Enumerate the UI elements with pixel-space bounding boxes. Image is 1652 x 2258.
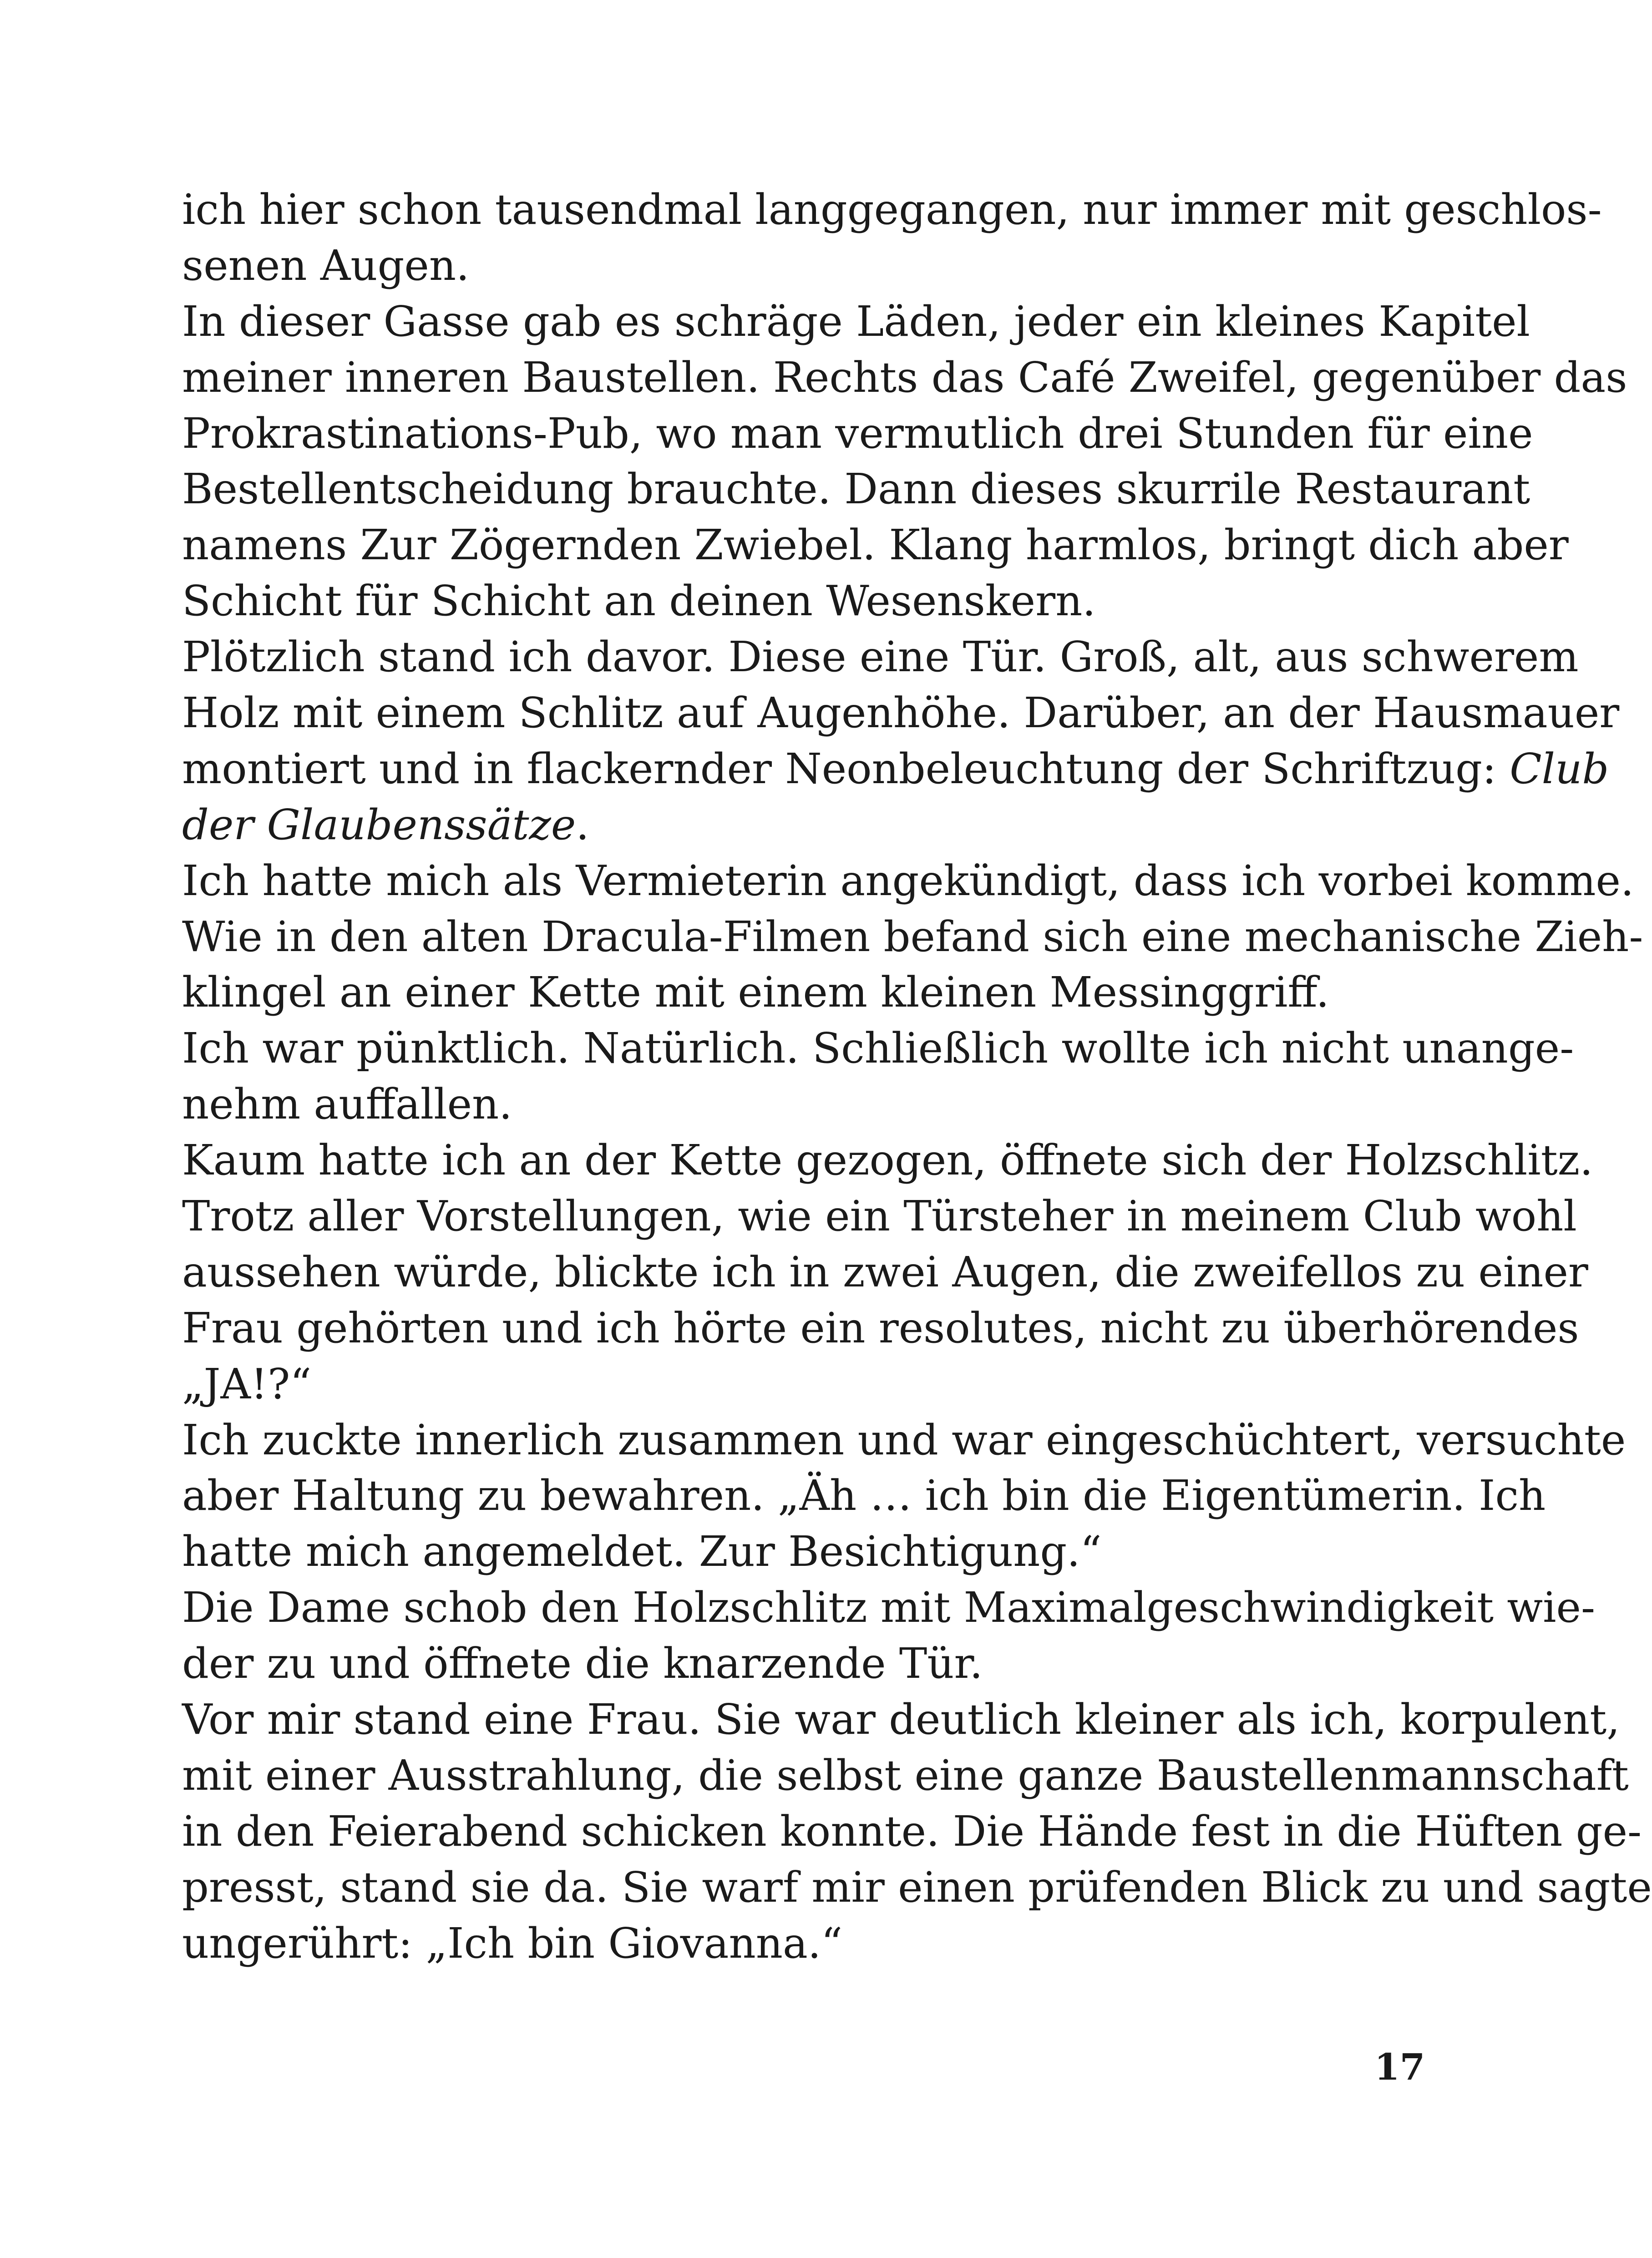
- paragraph: [182, 1580, 1596, 1692]
- text-line: hatte mich angemeldet. Zur Besichtigung.“: [182, 1527, 1102, 1576]
- text-line: in den Feierabend schicken konnte. Die Hände fest in die Hüften ge-: [182, 1807, 1642, 1856]
- text-line: Schicht für Schicht an deinen Wesenskern.: [182, 577, 1096, 626]
- text-line: presst, stand sie da. Sie warf mir einen prüfenden Blick zu und sagte: [182, 1863, 1652, 1912]
- paragraph: [182, 294, 1627, 629]
- paragraph: [182, 1133, 1593, 1412]
- text-line: Plötzlich stand ich davor. Diese eine Tür. Groß, alt, aus schwerem: [182, 633, 1579, 682]
- italic-club-name: Club: [1510, 744, 1609, 793]
- text-segment: montiert und in flackernder Neonbeleuchtung der Schriftzug:: [182, 744, 1510, 793]
- italic-club-name: der Glaubenssätze: [182, 800, 576, 849]
- paragraph: [182, 1692, 1652, 1971]
- paragraph: [182, 629, 1620, 853]
- paragraph: [182, 853, 1643, 1021]
- text-line: Ich war pünktlich. Natürlich. Schließlich wollte ich nicht unange-: [182, 1024, 1574, 1073]
- text-line: In dieser Gasse gab es schräge Läden, jeder ein kleines Kapitel: [182, 297, 1530, 346]
- paragraph: [182, 182, 1602, 294]
- paragraph: [182, 1021, 1574, 1133]
- text-line: Vor mir stand eine Frau. Sie war deutlich kleiner als ich, korpulent,: [182, 1695, 1620, 1744]
- text-line: [182, 741, 1609, 797]
- text-segment: .: [576, 800, 589, 849]
- text-line: Die Dame schob den Holzschlitz mit Maximalgeschwindigkeit wie-: [182, 1583, 1596, 1632]
- text-line: senen Augen.: [182, 241, 470, 290]
- text-line: Trotz aller Vorstellungen, wie ein Türsteher in meinem Club wohl: [182, 1192, 1577, 1241]
- body-text: [182, 182, 1652, 1972]
- text-line: der zu und öffnete die knarzende Tür.: [182, 1639, 983, 1688]
- text-line: meiner inneren Baustellen. Rechts das Café Zweifel, gegenüber das: [182, 353, 1627, 402]
- text-line: Frau gehörten und ich hörte ein resolutes, nicht zu überhörendes: [182, 1303, 1579, 1352]
- text-line: klingel an einer Kette mit einem kleinen Messinggriff.: [182, 968, 1329, 1017]
- text-line: „JA!?“: [182, 1359, 312, 1408]
- paragraph: [182, 1413, 1626, 1580]
- text-line: ungerührt: „Ich bin Giovanna.“: [182, 1919, 843, 1968]
- text-line: Ich hatte mich als Vermieterin angekündigt, dass ich vorbei komme.: [182, 856, 1634, 905]
- text-line: Holz mit einem Schlitz auf Augenhöhe. Darüber, an der Hausmauer: [182, 689, 1620, 738]
- text-line: aber Haltung zu bewahren. „Äh … ich bin die Eigentümerin. Ich: [182, 1471, 1546, 1520]
- text-line: aussehen würde, blickte ich in zwei Augen, die zweifellos zu einer: [182, 1247, 1588, 1296]
- text-line: Prokrastinations-Pub, wo man vermutlich drei Stunden für eine: [182, 409, 1533, 458]
- text-line: Ich zuckte innerlich zusammen und war eingeschüchtert, versuchte: [182, 1415, 1626, 1464]
- text-line: Wie in den alten Dracula-Filmen befand sich eine mechanische Zieh-: [182, 912, 1643, 961]
- text-line: nehm auffallen.: [182, 1080, 512, 1129]
- text-line: mit einer Ausstrahlung, die selbst eine ganze Baustellenmannschaft: [182, 1751, 1629, 1800]
- text-line: [182, 797, 1416, 853]
- text-line: namens Zur Zögernden Zwiebel. Klang harmlos, bringt dich aber: [182, 521, 1569, 570]
- page-number: 17: [1374, 2045, 1425, 2088]
- text-line: Kaum hatte ich an der Kette gezogen, öffnete sich der Holzschlitz.: [182, 1136, 1593, 1185]
- text-line: ich hier schon tausendmal langgegangen, nur immer mit geschlos-: [182, 185, 1602, 234]
- text-line: Bestellentscheidung brauchte. Dann dieses skurrile Restaurant: [182, 465, 1530, 514]
